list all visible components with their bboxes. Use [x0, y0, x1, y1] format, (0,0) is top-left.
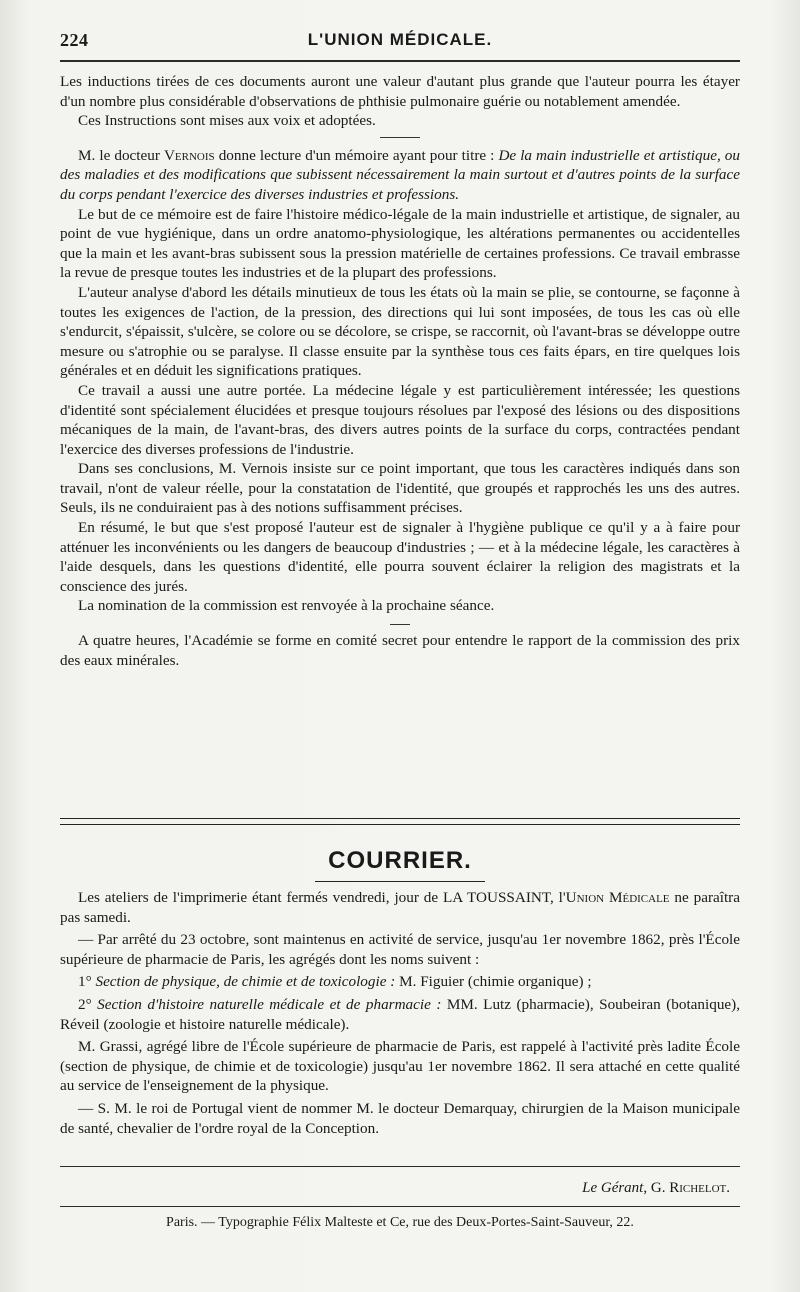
- list-item: [60, 972, 740, 992]
- memoir-title: De la main industrielle et artistique, ou des maladies et des modifications que subissent nécessairement la main surtout et d'autres points de la surface du corps pendant l'exercice des diverses industries et professions.: [60, 146, 740, 203]
- section-title: COURRIER.: [328, 847, 472, 874]
- list-item: [60, 995, 740, 1034]
- text-span: donne lecture d'un mémoire ayant pour titre :: [214, 146, 499, 164]
- paragraph: Les inductions tirées de ces documents auront une valeur d'autant plus grande que l'auteur pourra les étayer d'un nombre plus considérable d'observations de phthisie pulmonaire guérie ou notablement amendée.: [60, 73, 740, 110]
- courrier-heading-block: [60, 818, 740, 882]
- text-span: 1°: [78, 973, 96, 991]
- section-name: Section d'histoire naturelle médicale et de pharmacie :: [97, 995, 442, 1013]
- text-span: ne paraîtra pas samedi.: [60, 889, 740, 926]
- paragraph: Ce travail a aussi une autre portée. La médecine légale y est particulièrement intéressée; les questions d'identité sont spécialement élucidées et presque toujours résolues par l'exposé des lésions ou des dispositions mécaniques de la main, de l'avant-bras, des divers autres points de la surface du corps, contractées pendant l'exercice des diverses professions de l'industrie.: [60, 381, 740, 458]
- paragraph: — S. M. le roi de Portugal vient de nommer M. le docteur Demarquay, chirurgien de la Maison municipale de santé, chevalier de l'ordre royal de la Conception.: [60, 1099, 740, 1137]
- journal-name: Union Médicale: [565, 889, 670, 906]
- page-header: [60, 30, 740, 54]
- text-span: M. Figuier (chimie organique) ;: [395, 973, 592, 991]
- paragraph: Ces Instructions sont mises aux voix et adoptées.: [78, 112, 376, 130]
- paragraph: L'auteur analyse d'abord les détails minutieux de tous les états où la main se plie, se contourne, se façonne à toutes les exigences de l'action, de la pression, des directions qui lui sont imposées, de tous les cas où elle s'endurcit, s'épaissit, s'ulcère, se colore ou se décolore, se crispe, se raccornit, où l'avant-bras se développe outre mesure ou s'atrophie ou se paralyse. Il classe ensuite par la synthèse tous ces faits épars, en tire quelques lois générales et en déduit les significations pratiques.: [60, 283, 740, 380]
- paragraph: La nomination de la commission est renvoyée à la prochaine séance.: [78, 597, 495, 615]
- double-rule: [60, 818, 740, 825]
- journal-title: L'UNION MÉDICALE.: [307, 30, 493, 49]
- separator-dash: [380, 137, 420, 138]
- text-span: MM. Lutz (pharmacie), Soubeiran (botanique), Réveil (zoologie et histoire naturelle médicale).: [60, 995, 741, 1033]
- text-span: Les ateliers de l'imprimerie étant fermés vendredi, jour de LA TOUSSAINT, l': [78, 889, 566, 906]
- footer-rule: [60, 1206, 740, 1207]
- signature-role: Le Gérant: [582, 1180, 644, 1196]
- section-name: Section de physique, de chimie et de toxicologie :: [95, 973, 396, 991]
- paragraph: Dans ses conclusions, M. Vernois insiste sur ce point important, que tous les caractères indiqués dans son travail, n'ont de valeur réelle, pour la constatation de l'identité, que groupés et rapprochés les uns des autres. Seuls, ils ne conduiraient pas à des notions suffisamment précises.: [60, 460, 740, 517]
- paragraph: Le but de ce mémoire est de faire l'histoire médico-légale de la main industrielle et artistique, de signaler, au point de vue hygiénique, dans un ordre anatomo-physiologique, les altérations permanentes ou accidentelles que la main et les avant-bras subissent sous la pression matérielle de certaines professions. Ce travail embrasse la revue de presque toutes les industries et de la plupart des professions.: [60, 205, 740, 282]
- paragraph: En résumé, le but que s'est proposé l'auteur est de signaler à l'hygiène publique ce qu'il y a à faire pour atténuer les inconvénients ou les dangers de beaucoup d'industries ; — et à la médecine légale, les caractères à l'aide desquels, dans les questions d'identité, elle pourra souvent éclairer la religion des magistrats et la conscience des jurés.: [60, 519, 740, 595]
- separator-dash: [390, 624, 410, 625]
- page-number: 224: [60, 30, 89, 50]
- signature-name: , G. Richelot.: [643, 1180, 730, 1196]
- footer-rule: [60, 1166, 740, 1167]
- header-rule: [60, 60, 740, 62]
- title-underline: [315, 881, 485, 882]
- signature: [582, 1180, 730, 1197]
- paragraph: — Par arrêté du 23 octobre, sont maintenus en activité de service, jusqu'au 1er novembre 1862, près l'École supérieure de pharmacie de Paris, les agrégés dont les noms suivent :: [60, 931, 740, 968]
- paragraph: A quatre heures, l'Académie se forme en comité secret pour entendre le rapport de la commission des prix des eaux minérales.: [60, 632, 740, 669]
- courrier-section: [60, 888, 740, 1141]
- academy-report: [60, 72, 740, 670]
- text-span: 2°: [78, 995, 98, 1013]
- paragraph-memoir-title: [60, 146, 740, 205]
- text-span: M. le docteur: [78, 146, 164, 164]
- printer-imprint: Paris. — Typographie Félix Malteste et Ce, rue des Deux-Portes-Saint-Sauveur, 22.: [166, 1215, 634, 1230]
- paragraph: M. Grassi, agrégé libre de l'École supérieure de pharmacie de Paris, est rappelé à l'activité près ladite École (section de physique, de chimie et de toxicologie) jusqu'au 1er novembre 1862. Il sera attaché en cette qualité au service de l'enseignement de la physique.: [60, 1038, 740, 1095]
- author-name: Vernois: [163, 146, 215, 164]
- paragraph: [60, 888, 740, 927]
